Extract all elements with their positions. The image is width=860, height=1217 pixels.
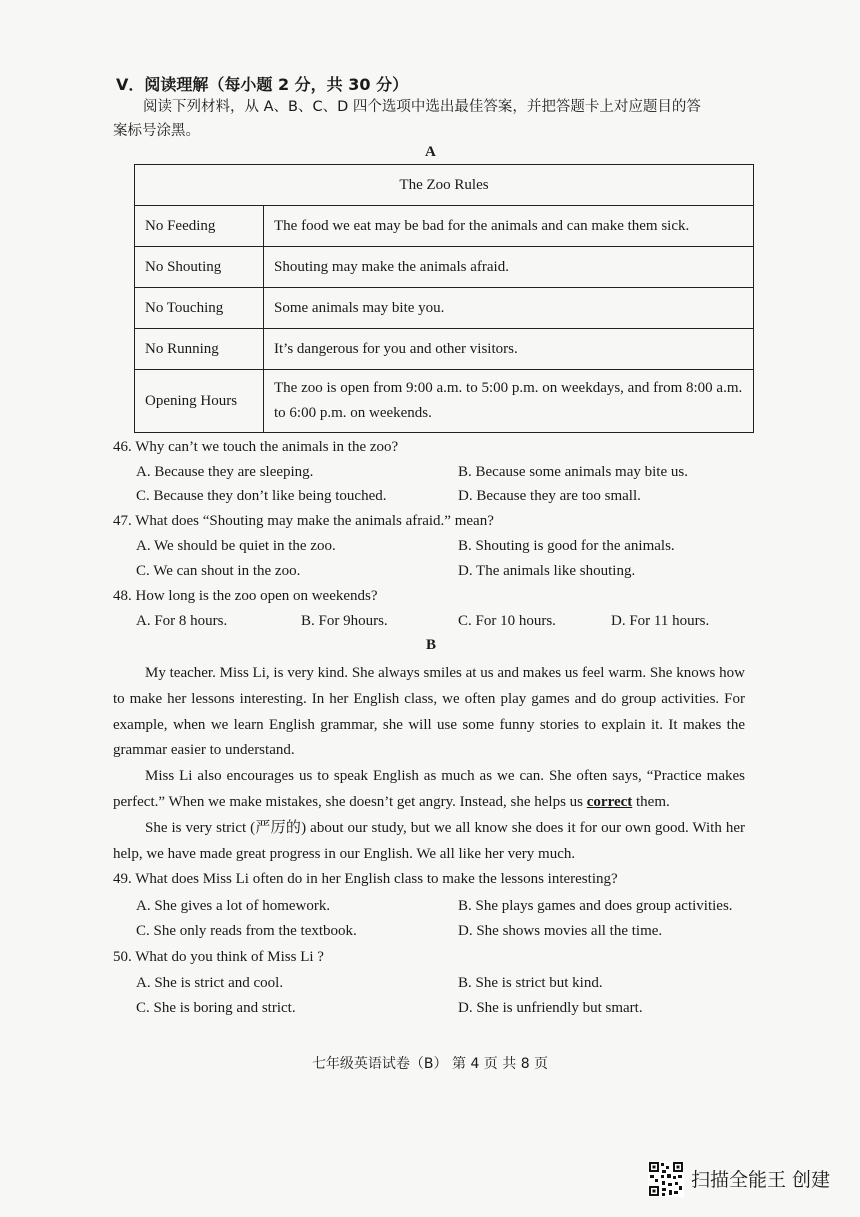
paragraph-1: My teacher. Miss Li, is very kind. She always smiles at us and makes us feel warm. She knows how to make her lessons interesting. In her English class, we often play games and do group activities. For example, when we learn English grammar, she will use some funny stories to explain it. It makes the grammar easier to understand.: [113, 665, 745, 759]
instruction-line-1: 阅读下列材料，从 A、B、C、D 四个选项中选出最佳答案，并把答题卡上对应题目的答: [143, 99, 701, 115]
table-row: [135, 206, 754, 247]
table-row: [135, 247, 754, 288]
zoo-rules-table: [134, 164, 754, 433]
paragraph-3: She is very strict (严厉的) about our study, but we all know she does it for our own good. With her help, we have made great progress in our English. We all like her very much.: [113, 819, 745, 862]
option-46-a: A. Because they are sleeping.: [136, 464, 314, 480]
option-49-d: D. She shows movies all the time.: [458, 923, 663, 939]
passage-b-label: B: [426, 637, 437, 653]
option-47-c: C. We can shout in the zoo.: [136, 563, 301, 579]
page-footer: 七年级英语试卷（B） 第 4 页 共 8 页: [311, 1056, 549, 1072]
rule-cell: No Feeding: [135, 206, 264, 247]
option-47-b: B. Shouting is good for the animals.: [458, 538, 675, 554]
question-50: 50. What do you think of Miss Li ?: [113, 949, 324, 965]
question-46: 46. Why can’t we touch the animals in the zoo?: [113, 439, 399, 455]
table-row: [135, 329, 754, 370]
question-48: 48. How long is the zoo open on weekends?: [113, 588, 378, 604]
option-49-c: C. She only reads from the textbook.: [136, 923, 357, 939]
option-48-c: C. For 10 hours.: [458, 613, 556, 629]
table-row: [135, 288, 754, 329]
question-49: 49. What does Miss Li often do in her English class to make the lessons interesting?: [113, 871, 618, 887]
paragraph-2: [113, 764, 745, 816]
rule-cell: No Running: [135, 329, 264, 370]
table-title: The Zoo Rules: [135, 165, 754, 206]
instruction-line-2: 案标号涂黑。: [113, 123, 200, 139]
option-48-b: B. For 9hours.: [301, 613, 388, 629]
passage-a-label: A: [425, 144, 436, 160]
reason-cell: Shouting may make the animals afraid.: [264, 247, 754, 288]
paragraph-2-text: Miss Li also encourages us to speak English as much as we can. She often says, “Practice makes perfect.” When we make mistakes, she doesn’t get angry. Instead, she helps us: [113, 768, 745, 810]
question-47: 47. What does “Shouting may make the animals afraid.” mean?: [113, 513, 494, 529]
rule-cell: No Shouting: [135, 247, 264, 288]
option-47-a: A. We should be quiet in the zoo.: [136, 538, 336, 554]
reason-cell: The zoo is open from 9:00 a.m. to 5:00 p.m. on weekdays, and from 8:00 a.m. to 6:00 p.m. on weekends.: [264, 370, 754, 433]
paragraph-2-end: them.: [632, 793, 670, 810]
option-49-b: B. She plays games and does group activities.: [458, 898, 733, 914]
underlined-word: correct: [586, 793, 633, 810]
option-46-b: B. Because some animals may bite us.: [458, 464, 688, 480]
watermark-text: 扫描全能王 创建: [691, 1169, 831, 1191]
reason-cell: The food we eat may be bad for the animals and can make them sick.: [264, 206, 754, 247]
option-50-b: B. She is strict but kind.: [458, 975, 603, 991]
qr-code-icon: [648, 1161, 684, 1197]
option-48-d: D. For 11 hours.: [611, 613, 710, 629]
option-50-a: A. She is strict and cool.: [136, 975, 284, 991]
option-50-d: D. She is unfriendly but smart.: [458, 1000, 643, 1016]
rule-cell: No Touching: [135, 288, 264, 329]
section-title: V．阅读理解（每小题 2 分，共 30 分）: [116, 75, 409, 94]
option-48-a: A. For 8 hours.: [136, 613, 228, 629]
reason-cell: It’s dangerous for you and other visitors.: [264, 329, 754, 370]
passage-b-text: [113, 661, 745, 867]
rule-cell: Opening Hours: [135, 370, 264, 433]
option-46-c: C. Because they don’t like being touched.: [136, 488, 387, 504]
option-49-a: A. She gives a lot of homework.: [136, 898, 331, 914]
option-50-c: C. She is boring and strict.: [136, 1000, 296, 1016]
option-46-d: D. Because they are too small.: [458, 488, 641, 504]
table-row: [135, 370, 754, 433]
option-47-d: D. The animals like shouting.: [458, 563, 636, 579]
reason-cell: Some animals may bite you.: [264, 288, 754, 329]
